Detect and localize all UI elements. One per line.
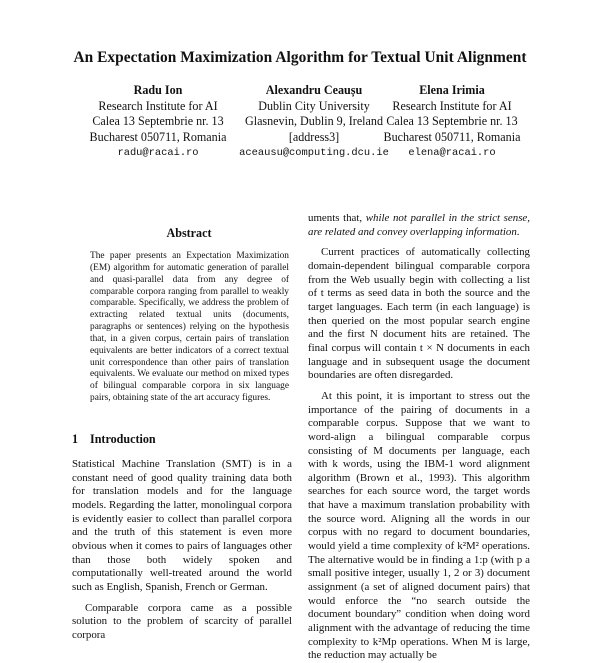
paragraph: Statistical Machine Translation (SMT) is in a constant need of good quality training data both for translation models and for the language models. Regarding the latter, monolingual corpora is evidently easier to collect than parallel corpora and the truth of this statement is even more obvious when it comes to pairs of languages other than those both widely spoken and computationally well-treated around the world such as English, Spanish, French or German. (72, 458, 292, 593)
author-email[interactable]: aceausu@computing.dcu.ie (239, 147, 389, 160)
author-address-line: Calea 13 Septembrie nr. 13 (386, 114, 518, 129)
section-number: 1 (72, 432, 79, 446)
author-email[interactable]: radu@racai.ro (117, 147, 199, 160)
author-email[interactable]: elena@racai.ro (408, 147, 496, 160)
abstract-heading: Abstract (166, 226, 212, 240)
author-name: Alexandru Ceaușu (265, 83, 363, 97)
abstract-text: The paper presents an Expectation Maximization (EM) algorithm for automatic generation of parallel and quasi-parallel data from any degree of comparable corpora ranging from parallel to weakly comparable. Specifically, we address the problem of extracting related textual units (documents, paragraphs or sentences) relying on the hypothesis that, in a given corpus, certain pairs of translation equivalents are better indicators of a correct textual unit correspondence than other pairs of translation equivalents. We evaluate our method on mixed types of bilingual comparable corpora in six language pairs, obtaining state of the art accuracy figures. (90, 251, 289, 404)
section-title: Introduction (90, 432, 156, 446)
section-heading (72, 432, 156, 447)
author-address-line: Calea 13 Septembrie nr. 13 (92, 114, 224, 129)
emphasized-text: while not parallel in the strict sense, are related and convey overlapping information (308, 212, 530, 238)
paper-title: An Expectation Maximization Algorithm for Textual Unit Alignment (73, 49, 527, 66)
paragraph: Current practices of automatically collecting domain-dependent bilingual comparable corpora from the Web usually begin with collecting a list of t terms as seed data in both the source and the target languages. Each term (in each language) is then queried on the most popular search engine and the first N document hits are retained. The final corpus will contain t × N documents in each language and in subsequent usage the document boundaries are often disregarded. (308, 246, 530, 382)
paragraph: At this point, it is important to stress out the importance of the pairing of documents in a comparable corpus. Suppose that we want to word-align a bilingual comparable corpus consisting of M documents per language, each with k words, using the IBM-1 word alignment algorithm (Brown et al., 1993). This algorithm searches for each source word, the target words that have a maximum translation probability with the source word. Aligning all the words in our corpus with no regard to document boundaries, would yield a time complexity of k²M² operations. The alternative would be in finding a 1:p (with p a small positive integer, usually 1, 2 or 3) document assignment (a set of aligned document pairs) that would enforce the “no search outside the document boundary” condition when doing word alignment with the advantage of reducing the time complexity to k²Mp operations. When M is large, the reduction may actually be (308, 389, 530, 662)
author-name: Elena Irimia (419, 83, 485, 97)
paragraph-text: . (516, 225, 520, 238)
author-block (372, 83, 532, 162)
author-affiliation: Dublin City University (258, 98, 370, 113)
paragraph (308, 212, 530, 239)
paragraph-text: uments that, (308, 212, 366, 224)
right-column-body (308, 212, 530, 663)
left-column-body (72, 458, 292, 643)
paragraph: Comparable corpora came as a possible solution to the problem of scarcity of parallel corpora (72, 601, 292, 641)
author-address-line: [address3] (288, 129, 340, 144)
author-address-line: Bucharest 050711, Romania (383, 129, 521, 144)
author-address-line: Glasnevin, Dublin 9, Ireland (244, 114, 384, 129)
author-affiliation: Research Institute for AI (98, 98, 218, 113)
author-affiliation: Research Institute for AI (392, 98, 512, 113)
author-address-line: Bucharest 050711, Romania (89, 129, 227, 144)
author-name: Radu Ion (133, 83, 183, 97)
